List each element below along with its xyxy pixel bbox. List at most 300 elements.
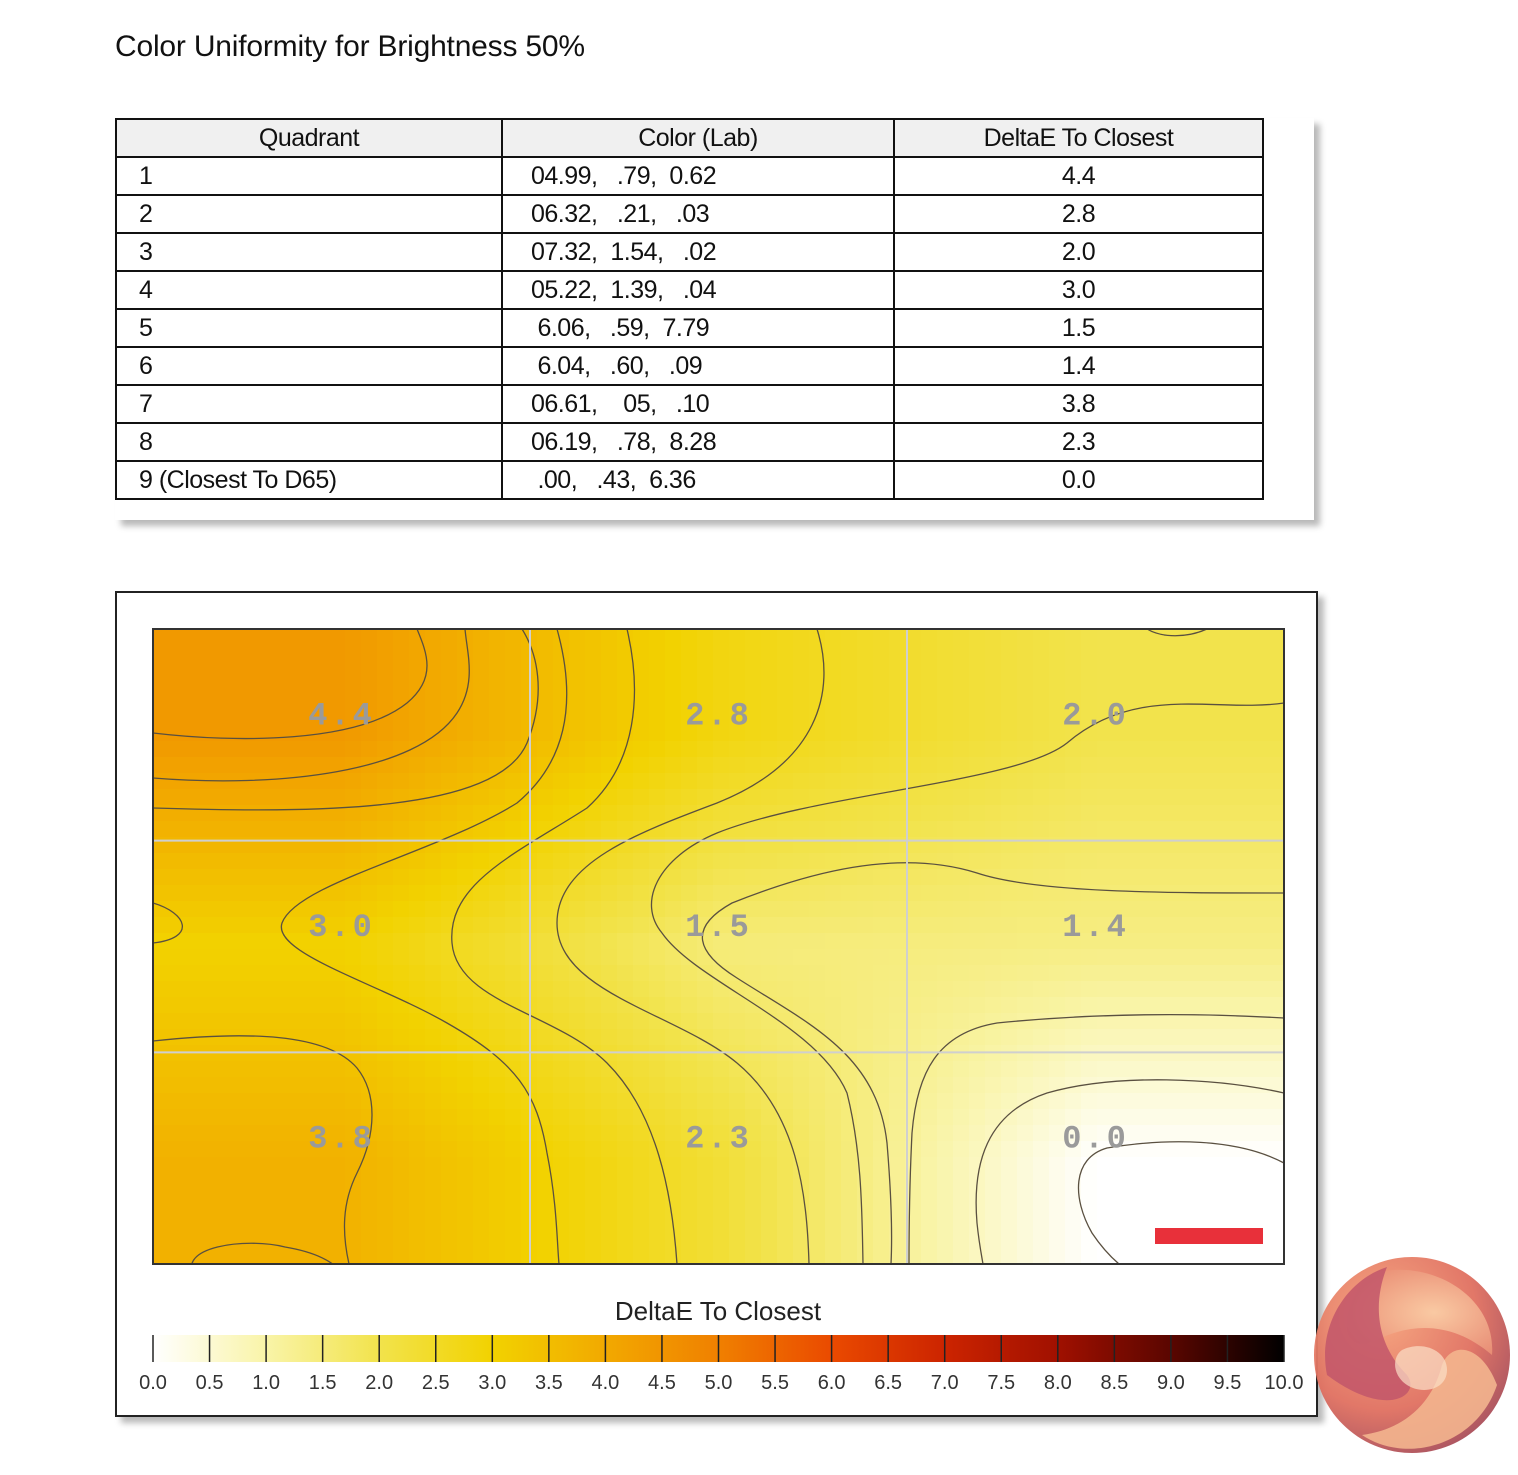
heat-sample	[665, 821, 682, 838]
heat-sample	[281, 1045, 298, 1062]
heat-sample	[857, 901, 874, 918]
heat-sample	[665, 1029, 682, 1046]
heat-sample	[1257, 1189, 1274, 1206]
heat-sample	[185, 933, 202, 950]
heat-sample	[729, 965, 746, 982]
heat-sample	[233, 981, 250, 998]
heat-sample	[649, 1221, 666, 1238]
heat-sample	[249, 997, 266, 1014]
heat-sample	[1257, 869, 1274, 886]
heat-sample	[169, 1189, 186, 1206]
heat-sample	[361, 1189, 378, 1206]
colorbar-tick-label: 2.0	[365, 1372, 394, 1394]
heat-sample	[1065, 1013, 1082, 1030]
heat-sample	[953, 1205, 970, 1222]
heat-sample	[233, 1109, 250, 1126]
heat-sample	[217, 869, 234, 886]
heat-sample	[217, 1157, 234, 1174]
heat-sample	[153, 1189, 170, 1206]
heat-sample	[601, 741, 618, 758]
heat-sample	[457, 1093, 474, 1110]
heat-sample	[777, 885, 794, 902]
heat-sample	[889, 901, 906, 918]
heat-sample	[329, 885, 346, 902]
heat-sample	[793, 917, 810, 934]
heat-sample	[697, 1205, 714, 1222]
heat-sample	[185, 1077, 202, 1094]
heat-sample	[665, 789, 682, 806]
heat-sample	[345, 981, 362, 998]
heat-sample	[857, 773, 874, 790]
heat-sample	[441, 965, 458, 982]
heat-sample	[617, 997, 634, 1014]
heat-sample	[1049, 1221, 1066, 1238]
heat-sample	[1001, 677, 1018, 694]
heat-sample	[569, 885, 586, 902]
heat-sample	[1257, 709, 1274, 726]
heat-sample	[809, 885, 826, 902]
heat-sample	[409, 1045, 426, 1062]
heat-sample	[1081, 773, 1098, 790]
heat-sample	[1177, 773, 1194, 790]
heat-sample	[729, 869, 746, 886]
heat-sample	[489, 1029, 506, 1046]
heat-sample	[873, 853, 890, 870]
heat-sample	[265, 885, 282, 902]
heat-sample	[553, 1237, 570, 1254]
heat-sample	[345, 757, 362, 774]
heat-sample	[585, 1253, 602, 1270]
page-title: Color Uniformity for Brightness 50%	[115, 30, 585, 63]
cell-color: .00, .43, 6.36	[502, 461, 894, 499]
heat-sample	[1097, 661, 1114, 678]
heat-sample	[825, 997, 842, 1014]
heat-sample	[1097, 997, 1114, 1014]
heat-sample	[825, 757, 842, 774]
heat-sample	[889, 1061, 906, 1078]
heat-sample	[761, 709, 778, 726]
heat-sample	[953, 1141, 970, 1158]
heat-sample	[969, 1045, 986, 1062]
heat-sample	[265, 933, 282, 950]
heat-sample	[1049, 629, 1066, 646]
heat-sample	[793, 1189, 810, 1206]
heat-sample	[1161, 869, 1178, 886]
heat-sample	[761, 853, 778, 870]
heat-sample	[1065, 1093, 1082, 1110]
heat-sample	[649, 1253, 666, 1270]
heat-sample	[1033, 1237, 1050, 1254]
heat-sample	[537, 677, 554, 694]
heat-sample	[409, 1125, 426, 1142]
heat-sample	[505, 1189, 522, 1206]
heat-sample	[473, 1077, 490, 1094]
heat-sample	[921, 1125, 938, 1142]
heat-sample	[873, 1173, 890, 1190]
heat-sample	[697, 677, 714, 694]
heat-sample	[425, 1077, 442, 1094]
heat-sample	[969, 1093, 986, 1110]
heat-sample	[505, 725, 522, 742]
heat-sample	[777, 837, 794, 854]
heat-sample	[1017, 1141, 1034, 1158]
heat-sample	[1273, 661, 1290, 678]
cell-deltae: 2.3	[894, 423, 1263, 461]
heat-sample	[553, 837, 570, 854]
heat-sample	[473, 821, 490, 838]
heat-sample	[409, 1109, 426, 1126]
heat-sample	[745, 853, 762, 870]
heat-sample	[841, 677, 858, 694]
heat-sample	[665, 629, 682, 646]
heat-sample	[1001, 709, 1018, 726]
heat-sample	[937, 805, 954, 822]
heat-sample	[649, 741, 666, 758]
heat-sample	[489, 901, 506, 918]
heat-sample	[873, 805, 890, 822]
heat-sample	[169, 1173, 186, 1190]
table-row	[116, 347, 1263, 385]
heat-sample	[697, 773, 714, 790]
heat-sample	[1241, 725, 1258, 742]
heat-sample	[569, 1077, 586, 1094]
heat-sample	[681, 949, 698, 966]
heat-sample	[889, 1077, 906, 1094]
heat-sample	[537, 981, 554, 998]
heat-sample	[1129, 645, 1146, 662]
heat-sample	[313, 949, 330, 966]
heat-sample	[345, 1221, 362, 1238]
heat-sample	[841, 645, 858, 662]
heat-sample	[1177, 1157, 1194, 1174]
heat-sample	[1001, 901, 1018, 918]
heat-sample	[185, 645, 202, 662]
heat-sample	[1209, 965, 1226, 982]
heat-sample	[777, 1205, 794, 1222]
heat-sample	[425, 805, 442, 822]
heat-sample	[249, 1061, 266, 1078]
heat-sample	[393, 901, 410, 918]
heat-sample	[1097, 677, 1114, 694]
heat-sample	[1193, 997, 1210, 1014]
heat-sample	[873, 949, 890, 966]
heat-sample	[537, 1093, 554, 1110]
heat-sample	[1033, 1061, 1050, 1078]
heat-sample	[1161, 1013, 1178, 1030]
heat-sample	[185, 821, 202, 838]
heat-sample	[361, 1029, 378, 1046]
heat-sample	[1257, 1045, 1274, 1062]
cell-quadrant: 7	[116, 385, 502, 423]
heat-sample	[857, 757, 874, 774]
heat-sample	[665, 709, 682, 726]
heat-sample	[569, 1061, 586, 1078]
heat-sample	[409, 1141, 426, 1158]
heat-sample	[857, 997, 874, 1014]
heat-sample	[489, 1045, 506, 1062]
heat-sample	[249, 645, 266, 662]
heat-sample	[473, 741, 490, 758]
heat-sample	[457, 805, 474, 822]
heat-sample	[825, 837, 842, 854]
colorbar-tick-label: 1.5	[308, 1372, 337, 1394]
heat-sample	[409, 1205, 426, 1222]
heat-sample	[617, 1205, 634, 1222]
heat-sample	[569, 1189, 586, 1206]
heat-sample	[697, 1013, 714, 1030]
heat-sample	[601, 693, 618, 710]
heat-sample	[1161, 1125, 1178, 1142]
heat-sample	[713, 997, 730, 1014]
heat-sample	[585, 1205, 602, 1222]
heat-sample	[1001, 1173, 1018, 1190]
heat-sample	[633, 677, 650, 694]
heat-sample	[665, 1061, 682, 1078]
heat-sample	[953, 789, 970, 806]
heat-sample	[889, 949, 906, 966]
heat-sample	[489, 837, 506, 854]
heat-sample	[1177, 693, 1194, 710]
heat-sample	[1145, 1205, 1162, 1222]
heat-sample	[713, 661, 730, 678]
heat-sample	[409, 949, 426, 966]
heat-sample	[713, 949, 730, 966]
heat-sample	[473, 757, 490, 774]
heat-sample	[265, 1221, 282, 1238]
heat-sample	[1017, 1125, 1034, 1142]
heat-sample	[377, 1125, 394, 1142]
heat-sample	[537, 805, 554, 822]
heat-sample	[345, 645, 362, 662]
heat-sample	[729, 837, 746, 854]
heat-sample	[1081, 1029, 1098, 1046]
heat-sample	[409, 1221, 426, 1238]
heat-sample	[1049, 997, 1066, 1014]
heat-sample	[153, 997, 170, 1014]
heat-sample	[441, 693, 458, 710]
heat-sample	[377, 933, 394, 950]
heat-sample	[1257, 1077, 1274, 1094]
cell-deltae: 0.0	[894, 461, 1263, 499]
heat-sample	[425, 901, 442, 918]
heat-sample	[697, 837, 714, 854]
heat-sample	[889, 933, 906, 950]
heat-sample	[217, 1205, 234, 1222]
heat-sample	[425, 1093, 442, 1110]
heat-sample	[825, 1109, 842, 1126]
heat-sample	[569, 1109, 586, 1126]
heat-sample	[409, 1157, 426, 1174]
heat-sample	[569, 1045, 586, 1062]
heat-sample	[297, 1189, 314, 1206]
heat-sample	[1209, 1173, 1226, 1190]
heat-sample	[553, 1045, 570, 1062]
heat-sample	[409, 901, 426, 918]
heat-sample	[265, 645, 282, 662]
heat-sample	[1113, 1237, 1130, 1254]
heat-sample	[761, 1125, 778, 1142]
heat-sample	[1161, 1157, 1178, 1174]
heat-sample	[233, 1029, 250, 1046]
heat-sample	[745, 965, 762, 982]
heat-sample	[1065, 677, 1082, 694]
heat-sample	[1145, 885, 1162, 902]
heat-sample	[345, 965, 362, 982]
heat-sample	[617, 677, 634, 694]
heat-sample	[329, 1061, 346, 1078]
heat-sample	[233, 1077, 250, 1094]
colorbar-tick-label: 3.5	[534, 1372, 563, 1394]
heat-sample	[937, 789, 954, 806]
heat-sample	[457, 853, 474, 870]
heat-sample	[697, 853, 714, 870]
heat-sample	[953, 725, 970, 742]
heat-sample	[217, 725, 234, 742]
heat-sample	[585, 661, 602, 678]
heat-sample	[217, 1189, 234, 1206]
heat-sample	[617, 1093, 634, 1110]
heat-sample	[889, 885, 906, 902]
heat-sample	[793, 1253, 810, 1270]
heat-sample	[169, 837, 186, 854]
heat-sample	[713, 629, 730, 646]
heat-sample	[1113, 1157, 1130, 1174]
heat-sample	[1033, 1141, 1050, 1158]
heat-sample	[953, 869, 970, 886]
heat-sample	[409, 1061, 426, 1078]
heat-sample	[1193, 709, 1210, 726]
heat-sample	[377, 1029, 394, 1046]
heat-sample	[409, 757, 426, 774]
heat-sample	[249, 741, 266, 758]
heat-sample	[617, 693, 634, 710]
heat-sample	[393, 1221, 410, 1238]
heat-sample	[585, 1125, 602, 1142]
heat-sample	[617, 1221, 634, 1238]
header-color-lab: Color (Lab)	[502, 119, 894, 157]
heat-sample	[649, 949, 666, 966]
heat-sample	[889, 1109, 906, 1126]
heat-sample	[761, 1045, 778, 1062]
heat-sample	[505, 661, 522, 678]
heat-sample	[1033, 965, 1050, 982]
heat-sample	[249, 757, 266, 774]
heat-sample	[1001, 933, 1018, 950]
heat-sample	[505, 629, 522, 646]
heat-sample	[217, 997, 234, 1014]
heat-sample	[761, 869, 778, 886]
heat-sample	[921, 949, 938, 966]
heat-sample	[489, 629, 506, 646]
heat-sample	[185, 885, 202, 902]
heat-sample	[441, 1077, 458, 1094]
heat-sample	[681, 869, 698, 886]
heat-sample	[441, 1045, 458, 1062]
heat-sample	[777, 725, 794, 742]
heat-sample	[1161, 741, 1178, 758]
heat-sample	[761, 805, 778, 822]
heat-sample	[265, 917, 282, 934]
heat-sample	[473, 1173, 490, 1190]
heat-sample	[953, 981, 970, 998]
heat-sample	[809, 901, 826, 918]
heat-sample	[233, 1173, 250, 1190]
heat-sample	[617, 981, 634, 998]
heat-sample	[249, 1029, 266, 1046]
heat-sample	[489, 1141, 506, 1158]
heat-sample	[409, 661, 426, 678]
heat-sample	[329, 789, 346, 806]
table-row	[116, 195, 1263, 233]
heat-sample	[841, 1029, 858, 1046]
heat-sample	[505, 965, 522, 982]
heat-sample	[985, 677, 1002, 694]
heat-sample	[185, 1061, 202, 1078]
heat-sample	[985, 1157, 1002, 1174]
heat-sample	[249, 1077, 266, 1094]
heat-sample	[1209, 1029, 1226, 1046]
heat-sample	[1241, 789, 1258, 806]
heat-sample	[185, 677, 202, 694]
heat-sample	[713, 885, 730, 902]
heat-sample	[617, 1173, 634, 1190]
heat-sample	[393, 1093, 410, 1110]
heat-sample	[921, 933, 938, 950]
cell-value-label: 4.4	[308, 697, 375, 735]
heat-sample	[393, 773, 410, 790]
heat-sample	[569, 821, 586, 838]
heat-sample	[233, 965, 250, 982]
heat-sample	[1017, 629, 1034, 646]
heat-sample	[489, 789, 506, 806]
heat-sample	[745, 981, 762, 998]
heat-sample	[745, 741, 762, 758]
heat-sample	[969, 1029, 986, 1046]
heat-sample	[201, 1061, 218, 1078]
heat-sample	[1065, 629, 1082, 646]
heat-sample	[793, 981, 810, 998]
heat-sample	[1177, 1109, 1194, 1126]
heat-sample	[873, 997, 890, 1014]
heat-sample	[1241, 1189, 1258, 1206]
heat-sample	[265, 949, 282, 966]
heat-sample	[985, 997, 1002, 1014]
heat-sample	[1257, 741, 1274, 758]
heat-sample	[729, 789, 746, 806]
heat-sample	[169, 645, 186, 662]
heat-sample	[841, 709, 858, 726]
heat-sample	[185, 1173, 202, 1190]
heat-sample	[953, 1173, 970, 1190]
heat-sample	[649, 677, 666, 694]
heat-sample	[281, 901, 298, 918]
heat-sample	[569, 981, 586, 998]
heat-sample	[377, 1157, 394, 1174]
heat-sample	[953, 885, 970, 902]
heat-sample	[457, 1189, 474, 1206]
heat-sample	[617, 1045, 634, 1062]
cell-color: 06.32, .21, .03	[502, 195, 894, 233]
heat-sample	[185, 1189, 202, 1206]
heat-sample	[1129, 1109, 1146, 1126]
heat-sample	[953, 1237, 970, 1254]
heat-sample	[969, 933, 986, 950]
heat-sample	[409, 693, 426, 710]
heat-sample	[1257, 1157, 1274, 1174]
heat-sample	[1161, 789, 1178, 806]
heat-sample	[457, 661, 474, 678]
heat-sample	[697, 1221, 714, 1238]
